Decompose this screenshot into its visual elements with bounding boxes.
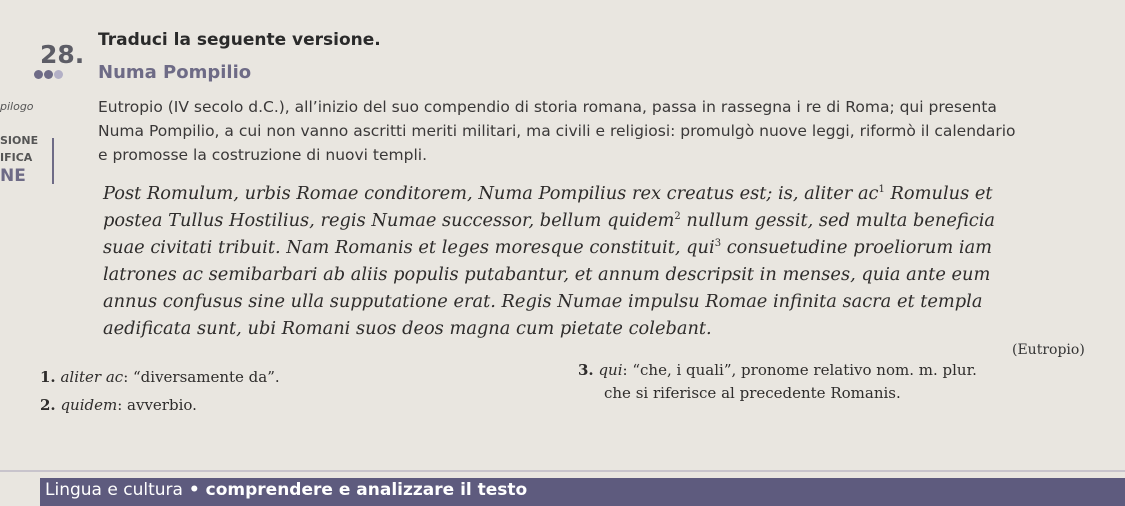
footnote: 3. qui: “che, i quali”, pronome relativo nom. m. plur.: [578, 361, 977, 379]
latin-line: postea Tullus Hostilius, regis Numae successor, bellum quidem$^2$ nullum gessit, sed multa beneficia: [103, 210, 995, 231]
footnote-continuation: che si riferisce al precedente Romanis.: [604, 384, 901, 402]
difficulty-dot: [44, 70, 53, 79]
difficulty-dot: [54, 70, 63, 79]
latin-line: Post Romulum, urbis Romae conditorem, Numa Pompilius rex creatus est; is, aliter $ac^1$ Romulus et: [103, 183, 993, 204]
intro-line: e promosse la costruzione di nuovi templi.: [98, 146, 428, 164]
latin-line: annus confusus sine ulla supputatione erat. Regis Numae impulsu Romae infinita sacra et templa: [103, 291, 983, 312]
difficulty-dots: [34, 64, 64, 83]
difficulty-dot: [34, 70, 43, 79]
intro-line: Eutropio (IV secolo d.C.), all’inizio del suo compendio di storia romana, passa in rassegna i re di Roma; qui presenta: [98, 98, 997, 116]
footnote: 1. aliter ac: “diversamente da”.: [40, 368, 280, 386]
sidebar-divider: [52, 138, 54, 184]
version-title: Numa Pompilio: [98, 62, 252, 83]
sidebar-label: pilogo: [0, 100, 34, 113]
footnote: 2. quidem: avverbio.: [40, 396, 197, 414]
sidebar-label: NE: [0, 166, 26, 186]
latin-line: suae civitati tribuit. Nam Romanis et leges moresque constituit, qui$^3$ consuetudine proeliorum iam: [103, 237, 993, 258]
source-attribution: (Eutropio): [1012, 342, 1085, 358]
section-footer-label: Lingua e cultura • comprendere e analizzare il testo: [45, 480, 528, 500]
exercise-number: 28.: [40, 40, 85, 69]
divider-line: [0, 470, 1125, 472]
exercise-instruction: Traduci la seguente versione.: [98, 30, 381, 50]
sidebar-label: SIONE: [0, 134, 39, 147]
latin-line: aedificata sunt, ubi Romani suos deos magna cum pietate colebant.: [103, 318, 712, 339]
intro-line: Numa Pompilio, a cui non vanno ascritti meriti militari, ma civili e religiosi: promulgò nuove leggi, riformò il calendario: [98, 122, 1016, 140]
sidebar-label: IFICA: [0, 151, 33, 164]
latin-line: latrones ac semibarbari ab aliis populis putabantur, et annum descripsit in menses, quia ante eum: [103, 264, 991, 285]
